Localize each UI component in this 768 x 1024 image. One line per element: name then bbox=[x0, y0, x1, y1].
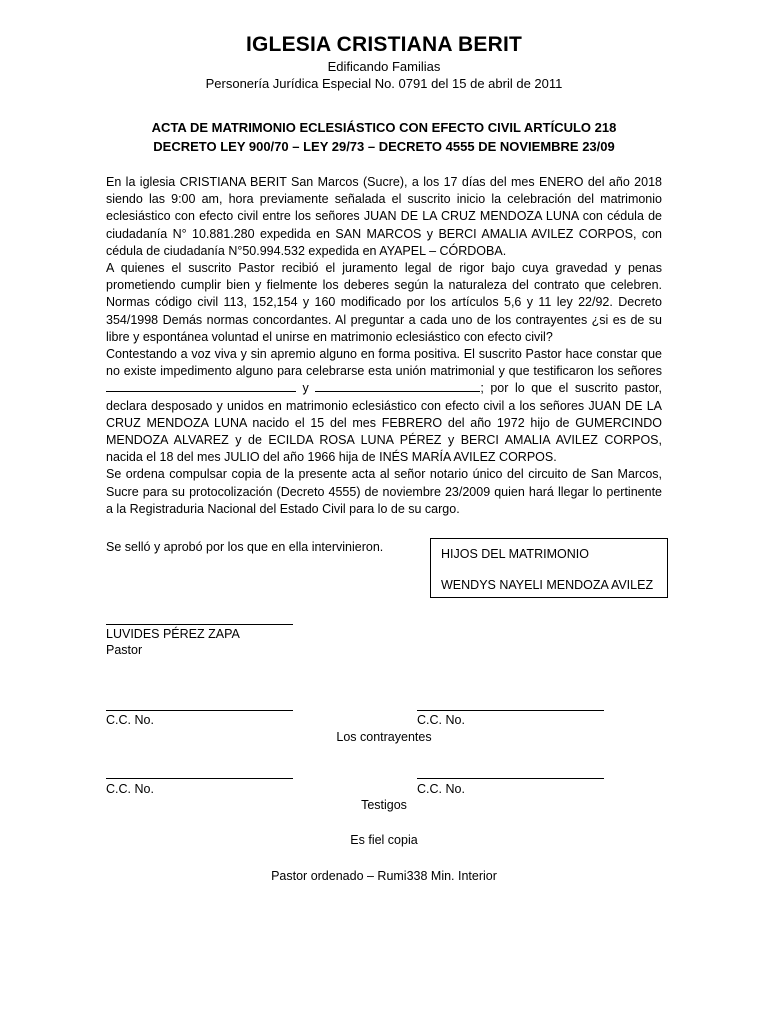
declaration-part-a: Contestando a voz viva y sin apremio alguno en forma positiva. El suscrito Pastor hace constar que no existe impedimento alguno para celebrarse esta unión matrimonial y que testificaron los señores bbox=[106, 347, 662, 379]
ordained-pastor-note: Pastor ordenado – Rumi338 Min. Interior bbox=[271, 869, 497, 883]
bride-signature-line bbox=[417, 710, 604, 711]
witness-2-cc-label: C.C. No. bbox=[417, 782, 465, 796]
pastor-role: Pastor bbox=[106, 643, 143, 657]
contrayentes-label: Los contrayentes bbox=[336, 730, 432, 744]
bride-cc-label: C.C. No. bbox=[417, 713, 465, 727]
witness-2-blank bbox=[315, 380, 480, 392]
declaration-part-b: ; por lo que el suscrito pastor, declara desposado y unidos en matrimonio eclesiástico con efecto civil a los señores JUAN DE LA CRUZ MENDOZA LUNA nacido el 15 del mes FEBRERO del año 1972 hijo de GUMERCINDO MENDOZA ALVAREZ y de ECILDA ROSA LUNA PÉREZ y BERCI AMALIA AVILEZ CORPOS, nacida el 18 del mes JULIO del año 1966 hija de INÉS MARÍA AVILEZ CORPOS. bbox=[106, 381, 662, 465]
witness-1-cc-label: C.C. No. bbox=[106, 782, 154, 796]
fiel-copia: Es fiel copia bbox=[350, 833, 418, 847]
act-body bbox=[106, 174, 662, 518]
paragraph-declaration bbox=[106, 346, 662, 466]
child-name: WENDYS NAYELI MENDOZA AVILEZ bbox=[441, 578, 654, 592]
organization-tagline: Edificando Familias bbox=[327, 59, 441, 74]
act-title-line1: ACTA DE MATRIMONIO ECLESIÁSTICO CON EFECTO CIVIL ARTÍCULO 218 bbox=[151, 120, 617, 135]
children-box bbox=[430, 538, 668, 598]
witness-1-blank bbox=[106, 380, 296, 392]
pastor-name: LUVIDES PÉREZ ZAPA bbox=[106, 627, 240, 641]
sealed-statement: Se selló y aprobó por los que en ella intervinieron. bbox=[106, 540, 384, 554]
legal-registration: Personería Jurídica Especial No. 0791 del 15 de abril de 2011 bbox=[205, 76, 563, 91]
witness-1-signature-line bbox=[106, 778, 293, 779]
groom-cc-label: C.C. No. bbox=[106, 713, 154, 727]
paragraph-notary: Se ordena compulsar copia de la presente acta al señor notario único del circuito de San Marcos, Sucre para su protocolización (Decreto 4555) de noviembre 23/2009 quien hará llegar lo pertinente a la Registraduria Nacional del Estado Civil para lo de su cargo. bbox=[106, 467, 662, 516]
paragraph-ceremony: En la iglesia CRISTIANA BERIT San Marcos (Sucre), a los 17 días del mes ENERO del año 2018 siendo las 9:00 am, hora previamente señalada el suscrito inicio la celebración del matrimonio eclesiástico con efecto civil entre los señores JUAN DE LA CRUZ MENDOZA LUNA con cédula de ciudadanía N° 10.881.280 expedida en SAN MARCOS y BERCI AMALIA AVILEZ CORPOS, con cédula de ciudadanía N°50.994.532 expedida en AYAPEL – CÓRDOBA. bbox=[106, 175, 662, 258]
witness-2-signature-line bbox=[417, 778, 604, 779]
groom-signature-line bbox=[106, 710, 293, 711]
pastor-signature-line bbox=[106, 624, 293, 625]
children-heading: HIJOS DEL MATRIMONIO bbox=[441, 547, 589, 561]
organization-name: IGLESIA CRISTIANA BERIT bbox=[245, 33, 523, 56]
testigos-label: Testigos bbox=[361, 798, 407, 812]
paragraph-oath: A quienes el suscrito Pastor recibió el juramento legal de rigor bajo cuya gravedad y penas prometiendo cumplir bien y fielmente los deberes según la naturaleza del contrato que celebren. Normas código civil 113, 152,154 y 160 modificado por los artículos 5,6 y 11 ley 22/92. Decreto 354/1998 Demás normas concordantes. Al preguntar a cada uno de los contrayentes ¿si es de su libre y espontánea voluntad el unirse en matrimonio eclesiástico con efecto civil? bbox=[106, 261, 662, 344]
act-title-line2: DECRETO LEY 900/70 – LEY 29/73 – DECRETO 4555 DE NOVIEMBRE 23/09 bbox=[153, 139, 615, 154]
declaration-and: y bbox=[302, 381, 309, 396]
